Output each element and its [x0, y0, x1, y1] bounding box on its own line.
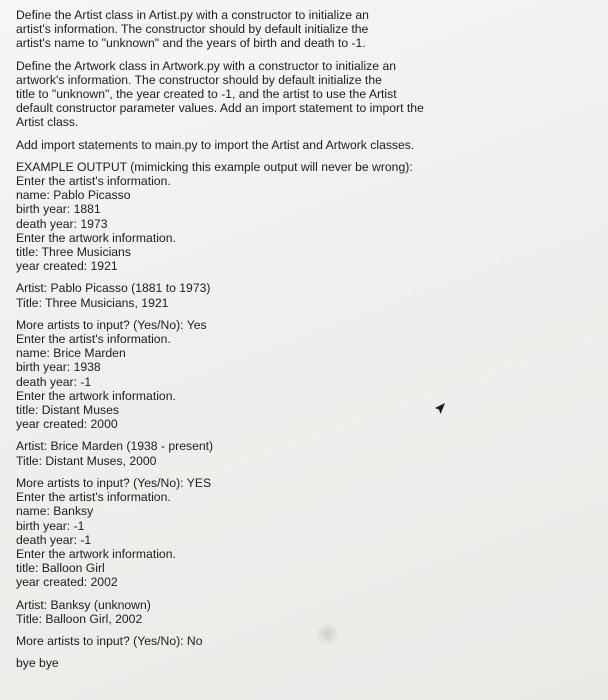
text-line: Enter the artist's information. [16, 490, 171, 505]
text-line: title: Three Musicians [16, 245, 131, 260]
example-output-third-input [16, 476, 596, 590]
text-line: birth year: 1938 [16, 360, 101, 375]
text-line: death year: -1 [16, 532, 92, 547]
text-line: title: Distant Muses [16, 403, 119, 418]
text-line: Enter the artwork information. [16, 230, 176, 245]
example-output-second-result [16, 439, 596, 467]
text-line: artwork's information. The constructor should by default initialize the [16, 72, 382, 87]
text-line: EXAMPLE OUTPUT (mimicking this example output will never be wrong): [16, 159, 413, 174]
text-line: title to "unknown", the year created to -1, and the artist to use the Artist [16, 87, 397, 102]
text-line: death year: -1 [16, 374, 92, 389]
text-line: artist's name to "unknown" and the years of birth and death to -1. [16, 36, 366, 51]
text-line: year created: 2002 [16, 575, 118, 590]
artwork-class-instructions [16, 59, 596, 130]
text-line: Artist: Banksy (unknown) [16, 597, 151, 612]
text-line: birth year: -1 [16, 518, 85, 533]
text-line: Artist: Brice Marden (1938 - present) [16, 439, 214, 454]
text-line: Enter the artwork information. [16, 546, 176, 561]
example-output-first-result [16, 281, 596, 309]
text-line: artist's information. The constructor should by default initialize the [16, 22, 369, 37]
text-line: Define the Artwork class in Artwork.py with a constructor to initialize an [16, 58, 397, 73]
text-line: Define the Artist class in Artist.py with a constructor to initialize an [16, 8, 369, 22]
text-line: name: Banksy [16, 504, 94, 519]
main-import-instructions [16, 138, 596, 152]
mouse-pointer-icon [434, 402, 446, 416]
text-line: More artists to input? (Yes/No): Yes [16, 317, 207, 332]
example-output-final-prompt [16, 634, 596, 648]
text-line: title: Balloon Girl [16, 561, 105, 576]
text-line: bye bye [16, 656, 59, 671]
text-line: Add import statements to main.py to import the Artist and Artwork classes. [16, 137, 415, 152]
example-output-third-result [16, 598, 596, 626]
example-output-goodbye [16, 656, 596, 670]
example-output-first-input [16, 160, 596, 274]
artist-class-instructions [16, 8, 596, 51]
text-line: More artists to input? (Yes/No): No [16, 633, 203, 648]
text-line: Enter the artist's information. [16, 332, 171, 347]
text-line: Artist class. [16, 115, 79, 130]
text-line: Enter the artwork information. [16, 388, 176, 403]
text-line: Title: Three Musicians, 1921 [16, 295, 169, 310]
example-output-second-input [16, 318, 596, 432]
text-line: Title: Balloon Girl, 2002 [16, 611, 143, 626]
text-line: name: Pablo Picasso [16, 188, 131, 203]
text-line: default constructor parameter values. Add an import statement to import the [16, 101, 424, 116]
text-line: More artists to input? (Yes/No): YES [16, 475, 212, 490]
text-line: name: Brice Marden [16, 346, 126, 361]
screen-smudge [316, 624, 338, 644]
text-line: death year: 1973 [16, 216, 108, 231]
document-body [16, 8, 596, 670]
text-line: Title: Distant Muses, 2000 [16, 453, 157, 468]
text-line: Enter the artist's information. [16, 174, 171, 189]
text-line: Artist: Pablo Picasso (1881 to 1973) [16, 281, 211, 296]
text-line: birth year: 1881 [16, 202, 101, 217]
text-line: year created: 1921 [16, 259, 118, 274]
text-line: year created: 2000 [16, 417, 118, 432]
